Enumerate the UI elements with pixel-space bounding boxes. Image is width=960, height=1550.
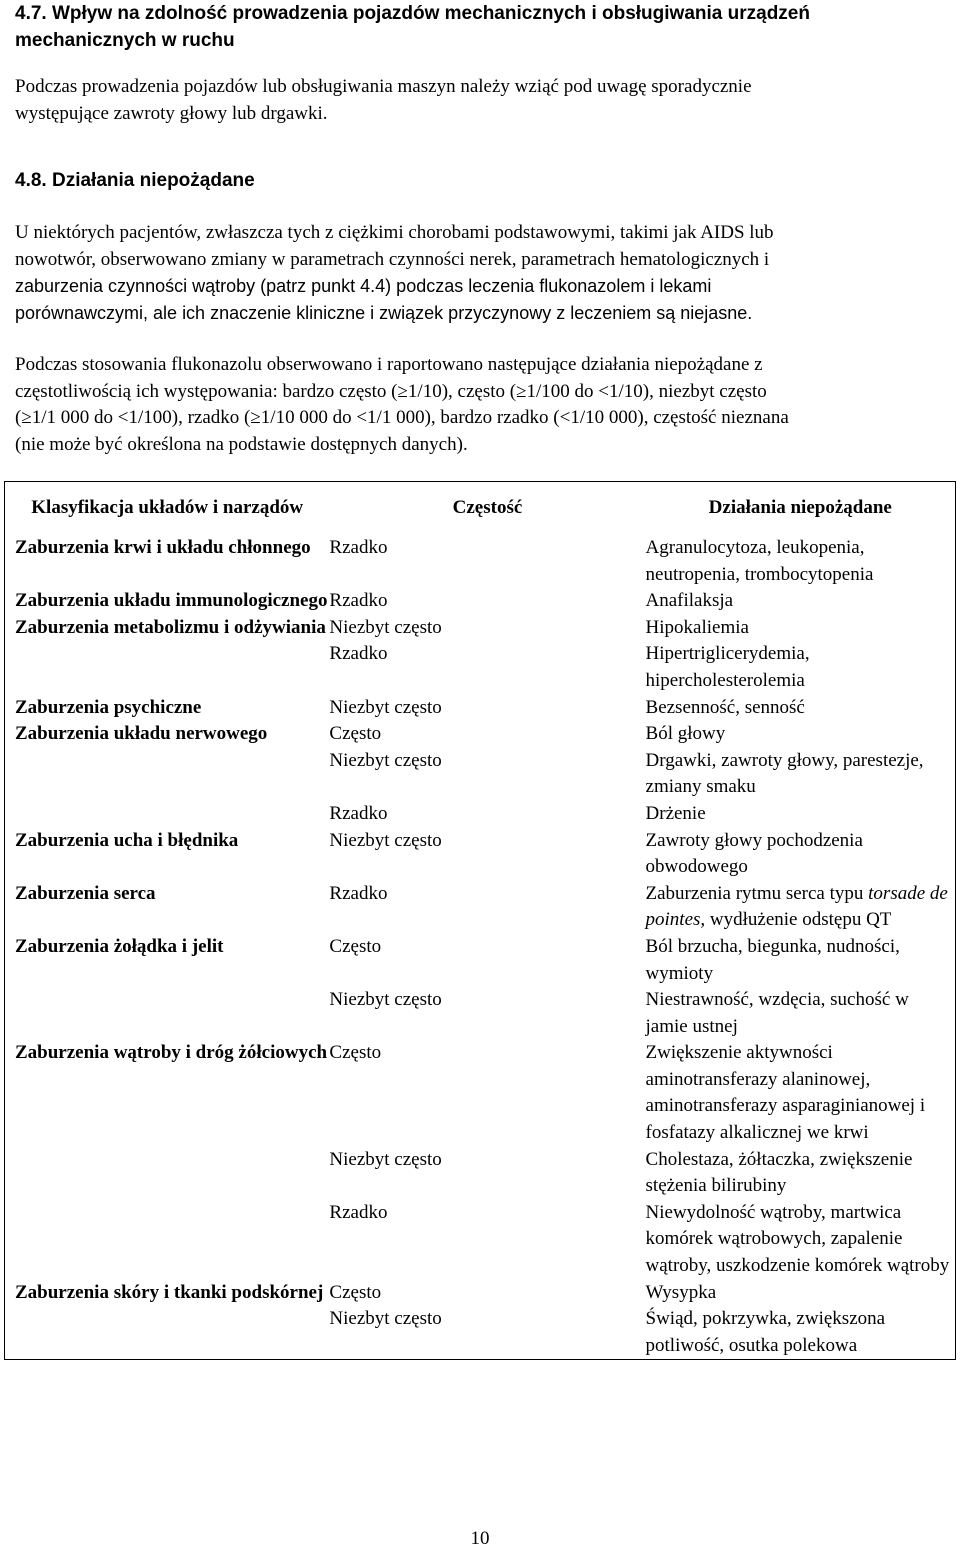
- table-header-row: [5, 482, 956, 536]
- table-row: Zaburzenia skóry i tkanki podskórnej Często Wysypka: [15, 1281, 717, 1303]
- table-row: Zaburzenia metabolizmu i odżywiania Niezbyt często Hipokaliemia: [15, 616, 749, 638]
- section-4-8-title: 4.8. Działania niepożądane: [15, 170, 255, 191]
- header-soc: Klasyfikacja układów i narządów: [31, 497, 304, 519]
- table-row: Niezbyt często Cholestaza, żółtaczka, zwiększenie stężenia bilirubiny: [329, 1148, 913, 1197]
- table-row: Zaburzenia serca Rzadko Zaburzenia rytmu serca typu torsade de pointes, wydłużenie odstępu QT: [5, 881, 956, 934]
- table-row: Zaburzenia żołądka i jelit Często Ból brzucha, biegunka, nudności, wymioty: [15, 935, 900, 984]
- table-row: Zaburzenia ucha i błędnika Niezbyt często Zawroty głowy pochodzenia obwodowego: [15, 829, 863, 878]
- table-row: Zaburzenia układu nerwowego Często Ból głowy: [15, 723, 726, 745]
- adverse-reactions-table: [4, 481, 956, 1360]
- table-row: Niezbyt często Drgawki, zawroty głowy, parestezje, zmiany smaku: [329, 749, 924, 798]
- section-4-7-paragraph: Podczas prowadzenia pojazdów lub obsługiwania maszyn należy wziąć pod uwagę sporadycznie występujące zawroty głowy lub drgawki.: [15, 76, 752, 124]
- table-row: Zaburzenia układu immunologicznego Rzadko Anafilaksja: [15, 590, 734, 612]
- header-frequency: Częstość: [452, 497, 523, 519]
- section-4-8-paragraph-2: Podczas stosowania flukonazolu obserwowano i raportowano następujące działania niepożądane z częstotliwością ich występowania: bardzo często (≥1/10), często (≥1/100 do <1/10), niezbyt często (≥1/1 000 do <1/100), rzadko (≥1/10 000 do <1/1 000), bardzo rzadko (<1/10 000), częstość nieznana (nie może być określona na podstawie dostępnych danych).: [15, 354, 789, 455]
- table-row: Niezbyt często Niestrawność, wzdęcia, suchość w jamie ustnej: [329, 989, 909, 1037]
- section-4-7-title: 4.7. Wpływ na zdolność prowadzenia pojazdów mechanicznych i obsługiwania urządzeń mechanicznych w ruchu: [15, 3, 810, 51]
- table-row: Zaburzenia krwi i układu chłonnego Rzadko Agranulocytoza, leukopenia, neutropenia, trombocytopenia: [15, 537, 874, 585]
- table-row: Niezbyt często Świąd, pokrzywka, zwiększona potliwość, osutka polekowa: [329, 1308, 886, 1356]
- table-row: Rzadko Hipertriglicerydemia, hipercholesterolemia: [329, 643, 810, 691]
- heart-reaction-cell: Zaburzenia rytmu serca typu torsade de pointes, wydłużenie odstępu QT: [645, 882, 948, 931]
- header-reactions: Działania niepożądane: [708, 497, 892, 519]
- table-row: Rzadko Niewydolność wątroby, martwica komórek wątrobowych, zapalenie wątroby, uszkodzenie komórek wątroby: [329, 1201, 950, 1277]
- table-row: Rzadko Drżenie: [329, 802, 706, 824]
- page-number: 10: [470, 1528, 490, 1549]
- table-row: Zaburzenia wątroby i dróg żółciowych Często Zwiększenie aktywności aminotransferazy alaninowej, aminotransferazy asparaginianowej i fosfatazy alkalicznej we krwi: [15, 1042, 926, 1144]
- section-4-8-paragraph-1: U niektórych pacjentów, zwłaszcza tych z ciężkimi chorobami podstawowymi, takimi jak AIDS lub nowotwór, obserwowano zmiany w parametrach czynności nerek, parametrach hematologicznych i zaburzenia czynności wątroby (patrz punkt 4.4) podczas leczenia flukonazolem i lekami porównawczymi, ale ich znaczenie kliniczne i związek przyczynowy z leczeniem są niejasne.: [15, 222, 774, 323]
- table-row: Zaburzenia psychiczne Niezbyt często Bezsenność, senność: [15, 696, 805, 718]
